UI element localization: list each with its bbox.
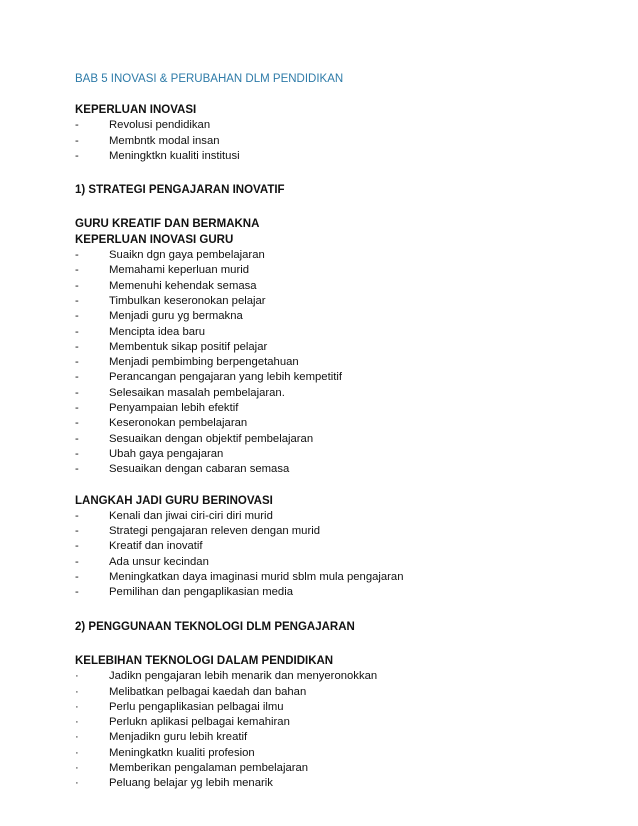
list-item: [75, 524, 595, 539]
heading-penggunaan-teknologi: 2) PENGGUNAAN TEKNOLOGI DLM PENGAJARAN: [75, 620, 355, 633]
bullet-marker: -: [75, 134, 79, 147]
list-item: [75, 447, 595, 462]
list-item: [75, 555, 595, 570]
list-item: [75, 761, 595, 776]
list-item-text: Meningkatkan daya imaginasi murid sblm mula pengajaran: [109, 571, 404, 584]
list-item: [75, 730, 595, 745]
list-item: [75, 370, 595, 385]
list-item-text: Perlukn aplikasi pelbagai kemahiran: [109, 716, 290, 729]
list-item: [75, 462, 595, 477]
list-item: [75, 539, 595, 554]
bullet-marker: ·: [75, 670, 79, 683]
bullet-marker: ·: [75, 700, 79, 713]
list-item-text: Meningkatkn kualiti profesion: [109, 746, 255, 759]
list-item: [75, 685, 595, 700]
list-item: [75, 248, 595, 263]
list-item: [75, 746, 595, 761]
heading-keperluan-inovasi: KEPERLUAN INOVASI: [75, 104, 197, 116]
list-item: [75, 340, 595, 355]
heading-guru-kreatif: GURU KREATIF DAN BERMAKNA: [75, 218, 260, 231]
bullet-marker: -: [75, 402, 79, 415]
list-item-text: Keseronokan pembelajaran: [109, 417, 248, 430]
list-item: [75, 432, 595, 447]
bullet-marker: -: [75, 463, 79, 476]
bullet-marker: -: [75, 310, 79, 323]
list-keperluan-inovasi: [75, 118, 595, 164]
list-item-text: Memahami keperluan murid: [109, 264, 250, 277]
bullet-marker: -: [75, 325, 79, 338]
list-item-text: Menjadikn guru lebih kreatif: [109, 731, 248, 744]
spacer: [75, 198, 595, 217]
list-item-text: Penyampaian lebih efektif: [109, 402, 239, 415]
list-langkah-jadi-guru: [75, 509, 595, 601]
list-item-text: Selesaikan masalah pembelajaran.: [109, 386, 285, 399]
list-item: [75, 669, 595, 684]
list-item-text: Peluang belajar yg lebih menarik: [109, 777, 273, 790]
bullet-marker: ·: [75, 746, 79, 759]
list-item-text: Sesuaikan dengan cabaran semasa: [109, 463, 290, 476]
bullet-marker: -: [75, 525, 79, 538]
list-item: [75, 386, 595, 401]
list-item: [75, 585, 595, 600]
heading-kelebihan-teknologi: KELEBIHAN TEKNOLOGI DALAM PENDIDIKAN: [75, 654, 334, 667]
list-item: [75, 309, 595, 324]
list-item: [75, 279, 595, 294]
list-item: [75, 416, 595, 431]
list-item-text: Memenuhi kehendak semasa: [109, 279, 257, 292]
spacer: [75, 478, 595, 494]
bullet-marker: ·: [75, 716, 79, 729]
list-item-text: Perancangan pengajaran yang lebih kempetitif: [109, 371, 343, 384]
list-item-text: Mencipta idea baru: [109, 325, 206, 338]
list-item-text: Kreatif dan inovatif: [109, 540, 203, 553]
list-item-text: Strategi pengajaran releven dengan murid: [109, 525, 321, 538]
bullet-marker: -: [75, 540, 79, 553]
list-item-text: Menjadi guru yg bermakna: [109, 310, 243, 323]
chapter-title: BAB 5 INOVASI & PERUBAHAN DLM PENDIDIKAN: [75, 73, 344, 85]
list-item-text: Sesuaikan dengan objektif pembelajaran: [109, 432, 314, 445]
list-keperluan-inovasi-guru: [75, 248, 595, 477]
list-item-text: Membentuk sikap positif pelajar: [109, 340, 268, 353]
list-item-text: Revolusi pendidikan: [109, 119, 211, 132]
list-item-text: Pemilihan dan pengaplikasian media: [109, 586, 294, 599]
list-item: [75, 401, 595, 416]
list-item-text: Suaikn dgn gaya pembelajaran: [109, 249, 265, 262]
heading-strategi-pengajaran: 1) STRATEGI PENGAJARAN INOVATIF: [75, 184, 285, 197]
bullet-marker: -: [75, 371, 79, 384]
bullet-marker: -: [75, 264, 79, 277]
bullet-marker: ·: [75, 777, 79, 790]
bullet-marker: -: [75, 340, 79, 353]
spacer: [75, 164, 595, 183]
bullet-marker: -: [75, 571, 79, 584]
spacer: [75, 601, 595, 620]
document-page: [75, 72, 595, 792]
bullet-marker: -: [75, 356, 79, 369]
bullet-marker: -: [75, 432, 79, 445]
bullet-marker: -: [75, 586, 79, 599]
list-item: [75, 509, 595, 524]
bullet-marker: -: [75, 555, 79, 568]
bullet-marker: ·: [75, 685, 79, 698]
bullet-marker: ·: [75, 761, 79, 774]
list-item: [75, 776, 595, 791]
list-item: [75, 294, 595, 309]
bullet-marker: -: [75, 294, 79, 307]
list-item: [75, 355, 595, 370]
bullet-marker: -: [75, 149, 79, 162]
list-item: [75, 263, 595, 278]
bullet-marker: -: [75, 447, 79, 460]
list-item: [75, 700, 595, 715]
list-item-text: Melibatkan pelbagai kaedah dan bahan: [109, 685, 307, 698]
heading-keperluan-inovasi-guru: KEPERLUAN INOVASI GURU: [75, 233, 234, 246]
list-kelebihan-teknologi: [75, 669, 595, 791]
list-item: [75, 134, 595, 149]
list-item-text: Membntk modal insan: [109, 134, 220, 147]
bullet-marker: -: [75, 249, 79, 262]
list-item: [75, 570, 595, 585]
bullet-marker: -: [75, 119, 79, 132]
list-item: [75, 715, 595, 730]
list-item-text: Ada unsur kecindan: [109, 555, 209, 568]
list-item: [75, 149, 595, 164]
list-item-text: Kenali dan jiwai ciri-ciri diri murid: [109, 509, 273, 522]
list-item-text: Ubah gaya pengajaran: [109, 447, 224, 460]
list-item-text: Memberikan pengalaman pembelajaran: [109, 761, 309, 774]
bullet-marker: -: [75, 386, 79, 399]
list-item-text: Perlu pengaplikasian pelbagai ilmu: [109, 700, 284, 713]
bullet-marker: -: [75, 279, 79, 292]
list-item-text: Meningktkn kualiti institusi: [109, 149, 240, 162]
list-item: [75, 118, 595, 133]
list-item-text: Jadikn pengajaran lebih menarik dan menyeronokkan: [109, 670, 378, 683]
list-item-text: Menjadi pembimbing berpengetahuan: [109, 356, 299, 369]
list-item: [75, 325, 595, 340]
list-item-text: Timbulkan keseronokan pelajar: [109, 294, 266, 307]
bullet-marker: -: [75, 417, 79, 430]
bullet-marker: -: [75, 509, 79, 522]
heading-langkah-jadi-guru: LANGKAH JADI GURU BERINOVASI: [75, 494, 273, 507]
bullet-marker: ·: [75, 731, 79, 744]
spacer: [75, 635, 595, 654]
